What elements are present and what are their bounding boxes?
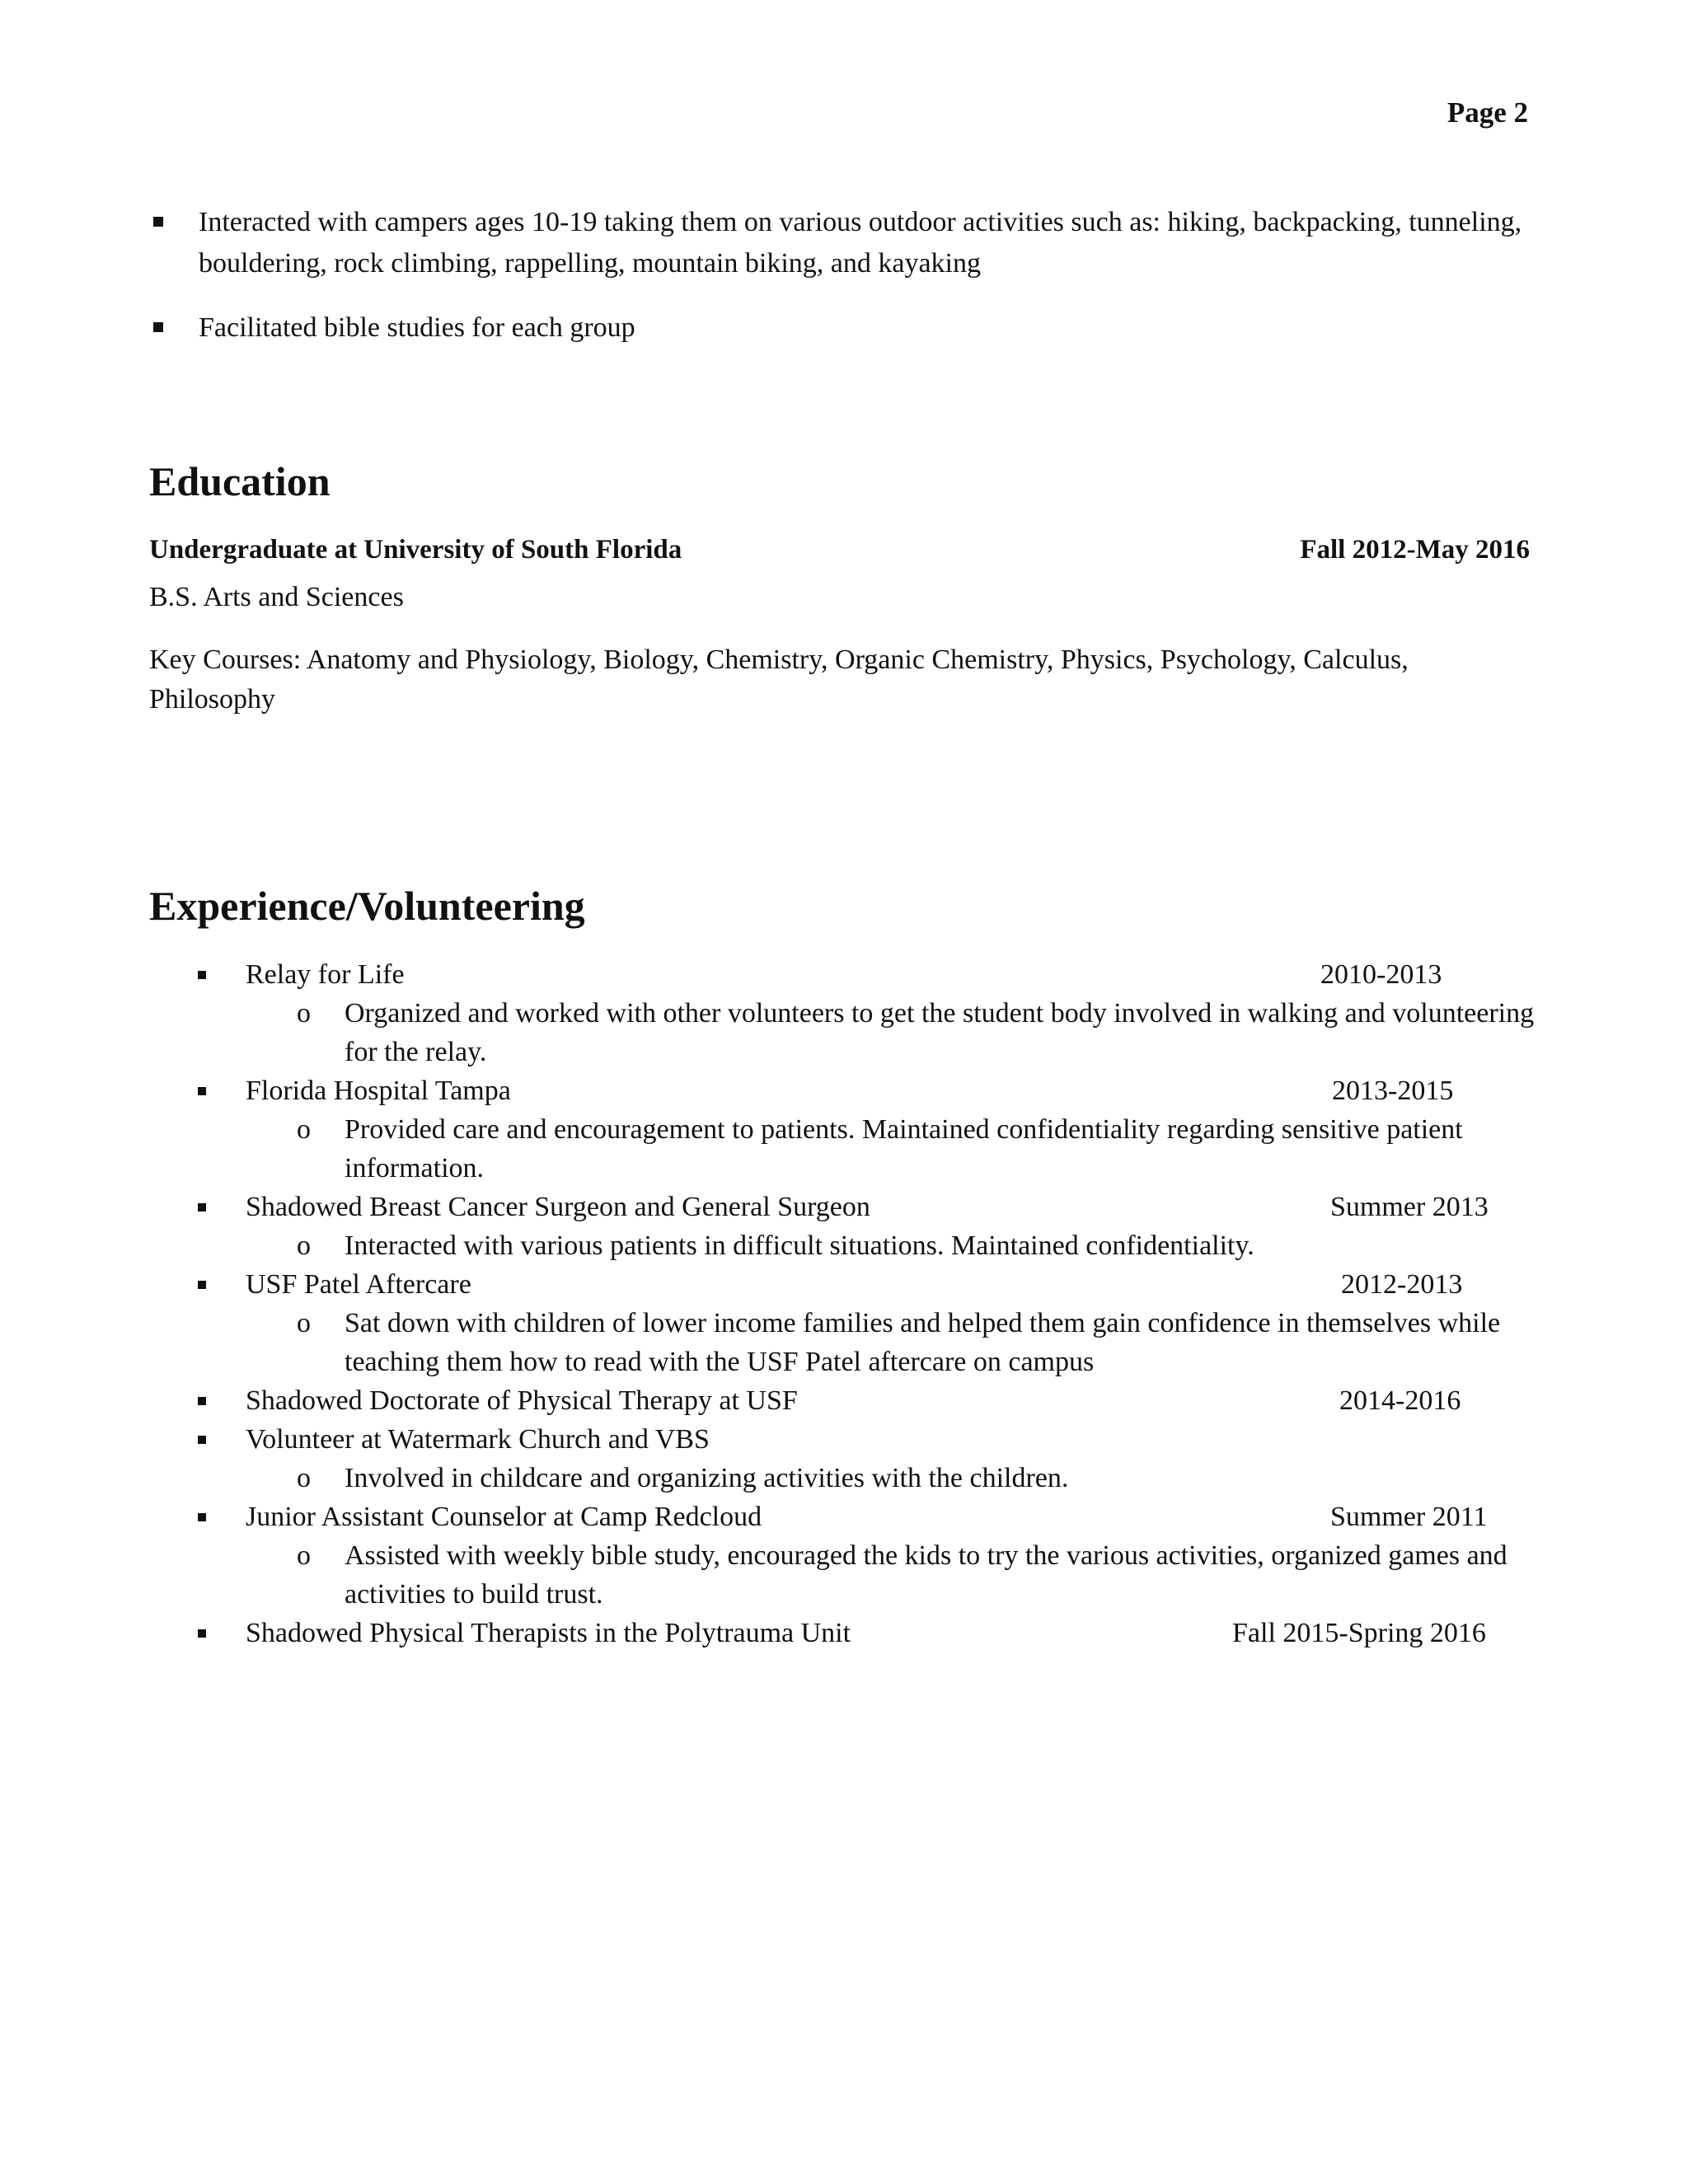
experience-heading: Experience/Volunteering: [149, 883, 585, 929]
experience-item: [198, 1614, 1550, 1652]
experience-detail: [198, 1110, 1564, 1188]
square-bullet-icon: [198, 1513, 206, 1521]
experience-dates: Summer 2013: [1330, 1192, 1489, 1222]
sub-bullet-icon: o: [297, 998, 311, 1029]
sub-bullet-icon: o: [297, 1540, 311, 1571]
sub-bullet-icon: o: [297, 1463, 311, 1493]
experience-dates: 2013-2015: [1332, 1076, 1454, 1106]
detail-text: Interacted with various patients in difficult situations. Maintained confidentiality.: [345, 1230, 1254, 1261]
detail-text: Involved in childcare and organizing activities with the children.: [345, 1463, 1069, 1493]
list-item: [149, 202, 1526, 284]
list-item: [149, 307, 1526, 349]
experience-dates: 2010-2013: [1320, 959, 1442, 990]
experience-item: [198, 955, 1550, 994]
experience-title: Volunteer at Watermark Church and VBS: [246, 1424, 710, 1455]
experience-detail: [198, 1459, 1564, 1497]
experience-title: Relay for Life: [246, 959, 405, 990]
experience-item: [198, 1420, 1550, 1459]
education-dates: Fall 2012-May 2016: [1300, 535, 1530, 565]
sub-bullet-icon: o: [297, 1114, 311, 1145]
experience-detail: [198, 1226, 1564, 1265]
page-number: Page 2: [1447, 96, 1528, 129]
experience-item: [198, 1071, 1550, 1110]
experience-title: Shadowed Physical Therapists in the Polytrauma Unit: [246, 1618, 851, 1648]
experience-item: [198, 1497, 1550, 1536]
square-bullet-icon: [153, 322, 163, 332]
experience-title: Junior Assistant Counselor at Camp Redcloud: [246, 1502, 762, 1532]
experience-detail: [198, 1536, 1564, 1614]
experience-dates: Summer 2011: [1330, 1502, 1488, 1532]
experience-title: Florida Hospital Tampa: [246, 1076, 511, 1106]
square-bullet-icon: [198, 1281, 206, 1289]
experience-detail: [198, 1304, 1564, 1381]
experience-item: [198, 1188, 1550, 1226]
square-bullet-icon: [198, 1436, 206, 1444]
detail-text: Provided care and encouragement to patients. Maintained confidentiality regarding sensitive patient information.: [345, 1114, 1463, 1183]
square-bullet-icon: [198, 1397, 206, 1405]
experience-title: Shadowed Doctorate of Physical Therapy at USF: [246, 1385, 798, 1416]
detail-text: Organized and worked with other volunteers to get the student body involved in walking and volunteering for the relay.: [345, 998, 1535, 1067]
experience-item: [198, 1381, 1550, 1420]
school-name: Undergraduate at University of South Florida: [149, 535, 682, 565]
detail-text: Assisted with weekly bible study, encouraged the kids to try the various activities, organized games and activities to build trust.: [345, 1540, 1507, 1610]
square-bullet-icon: [198, 1203, 206, 1212]
experience-title: Shadowed Breast Cancer Surgeon and General Surgeon: [246, 1192, 870, 1222]
square-bullet-icon: [198, 971, 206, 979]
experience-dates: 2012-2013: [1341, 1269, 1463, 1300]
education-row: [149, 532, 1530, 568]
experience-dates: 2014-2016: [1339, 1385, 1461, 1416]
education-heading: Education: [149, 458, 331, 504]
bullet-text: Facilitated bible studies for each group: [199, 312, 635, 343]
sub-bullet-icon: o: [297, 1308, 311, 1338]
experience-detail: [198, 994, 1564, 1071]
bullet-text: Interacted with campers ages 10-19 taking them on various outdoor activities such as: hiking, backpacking, tunneling, bouldering, rock climbing, rappelling, mountain biking, and kayaking: [199, 207, 1522, 279]
square-bullet-icon: [198, 1087, 206, 1095]
experience-dates: Fall 2015-Spring 2016: [1232, 1618, 1486, 1648]
camp-bullet-list: [149, 202, 1526, 372]
education-block: [149, 532, 1530, 719]
square-bullet-icon: [153, 217, 163, 227]
square-bullet-icon: [198, 1629, 206, 1638]
experience-title: USF Patel Aftercare: [246, 1269, 471, 1300]
detail-text: Sat down with children of lower income families and helped them gain confidence in themselves while teaching them how to read with the USF Patel aftercare on campus: [345, 1308, 1501, 1377]
experience-list: [198, 955, 1550, 1652]
experience-item: [198, 1265, 1550, 1304]
key-courses: Key Courses: Anatomy and Physiology, Biology, Chemistry, Organic Chemistry, Physics, Psychology, Calculus, Philosophy: [149, 644, 1409, 715]
degree: B.S. Arts and Sciences: [149, 582, 404, 612]
sub-bullet-icon: o: [297, 1230, 311, 1261]
